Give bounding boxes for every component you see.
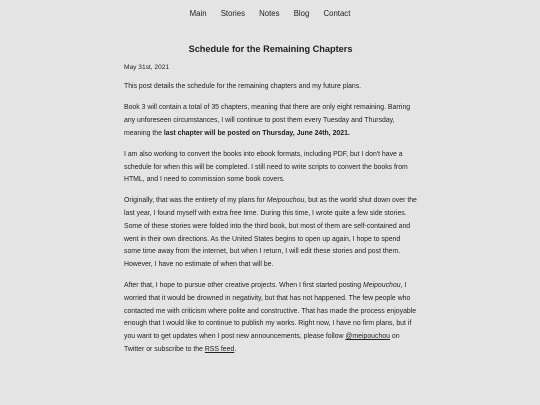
paragraph-side-stories xyxy=(124,195,417,271)
top-nav xyxy=(0,9,540,18)
rss-feed-link[interactable]: RSS feed xyxy=(204,345,235,353)
nav-contact[interactable]: Contact xyxy=(323,9,351,18)
side-stories-text-end: , but as the world shut down over the last year, I found myself with extra free time. During this time, I wrote quite a few side stories. Some of these stories were folded into the third book, but most of them are self-contained and went in their own directions. As the United States begins to open up again, I hope to spend some time away from the internet, but when I return, I will edit these stories and post them. However, I have no estimate of when that will be. xyxy=(124,197,417,268)
future-text-middle: , I worried that it would be drowned in negativity, but that has not happened. The few people who contacted me with criticism where polite and constructive. That has made the process enjoyable enough that I would like to continue to publish my works. Right now, I have no firm plans, but if you want to get updates when I post new announcements, please follow xyxy=(124,282,417,340)
future-text-start: After that, I hope to pursue other creative projects. When I first started posting xyxy=(124,282,363,290)
paragraph-future xyxy=(124,280,417,356)
nav-main[interactable]: Main xyxy=(189,9,207,18)
post-title: Schedule for the Remaining Chapters xyxy=(188,44,353,54)
twitter-link[interactable]: @meipouchou xyxy=(345,332,390,340)
paragraph-intro: This post details the schedule for the remaining chapters and my future plans. xyxy=(124,83,362,90)
nav-notes[interactable]: Notes xyxy=(259,9,280,18)
blog-post xyxy=(124,44,417,365)
story-name: Meipouchou xyxy=(363,282,401,290)
paragraph-ebooks: I am also working to convert the books into ebook formats, including PDF, but I don't have a schedule for when this will be completed. I still need to write scripts to convert the books from HTML, and I need to commission some book covers. xyxy=(124,150,408,184)
post-date: May 31st, 2021 xyxy=(124,64,170,71)
paragraph-schedule xyxy=(124,102,417,140)
story-name: Meipouchou xyxy=(266,197,305,205)
nav-blog[interactable]: Blog xyxy=(293,9,310,18)
future-text-end: . xyxy=(234,345,237,353)
schedule-text: Book 3 will contain a total of 35 chapters, meaning that there are only eight remaining. Barring any unforeseen circumstances, I will continue to post them every Tuesday and Thursday, meaning the xyxy=(124,104,411,137)
future-text-connector: on Twitter or subscribe to the xyxy=(124,332,400,353)
last-chapter-date: last chapter will be posted on Thursday, June 24th, 2021. xyxy=(163,129,350,137)
nav-stories[interactable]: Stories xyxy=(220,9,245,18)
side-stories-text-start: Originally, that was the entirety of my plans for xyxy=(124,197,267,205)
